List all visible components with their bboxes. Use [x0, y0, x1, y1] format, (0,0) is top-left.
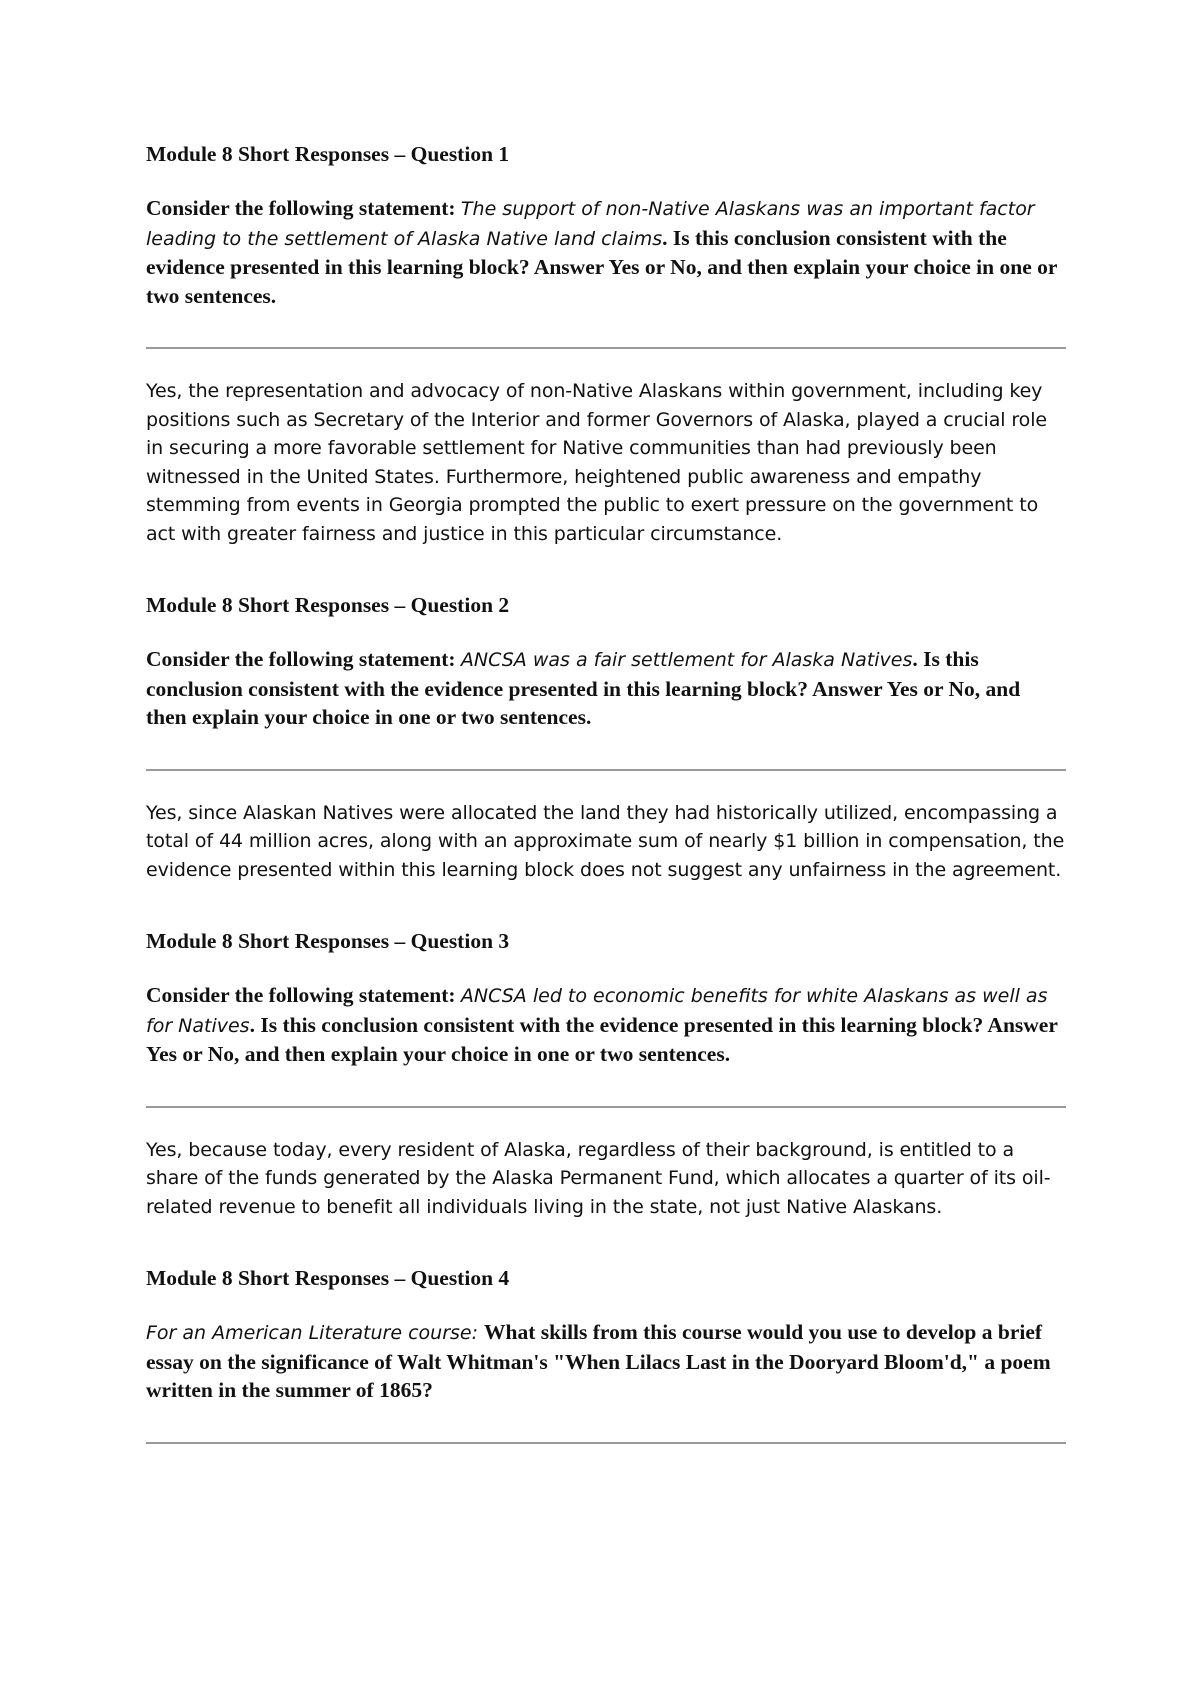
question-3-prompt-lead: Consider the following statement:: [146, 983, 461, 1007]
question-1-answer: Yes, the representation and advocacy of non-Native Alaskans within government, including key positions such as Secretary of the Interior and former Governors of Alaska, played a crucial role in securing a more favorable settlement for Native communities than had previously been witnessed in the United States. Furthermore, heightened public awareness and empathy stemming from events in Georgia prompted the public to exert pressure on the government to act with greater fairness and justice in this particular circumstance.: [146, 380, 1047, 545]
question-1-section: [146, 140, 1066, 548]
question-2-answer: Yes, since Alaskan Natives were allocated the land they had historically utilized, encompassing a total of 44 million acres, along with an approximate sum of nearly $1 billion in compensation, the evidence presented within this learning block does not suggest any unfairness in the agreement.: [146, 801, 1065, 881]
question-3-statement: ANCSA led to economic benefits for white Alaskans as well as for Natives: [146, 985, 1048, 1037]
document-page: [146, 140, 1066, 1472]
question-2-heading: Module 8 Short Responses – Question 2: [146, 593, 510, 617]
question-4-statement: For an American Literature course:: [146, 1322, 485, 1344]
question-4-prompt-tail: What skills from this course would you use to develop a brief essay on the significance of Walt Whitman's "When Lilacs Last in the Dooryard Bloom'd," a poem written in the summer of 1865?: [146, 1320, 1051, 1402]
question-1-prompt-tail: . Is this conclusion consistent with the evidence presented in this learning block? Answer Yes or No, and then explain your choice in one or two sentences.: [146, 225, 1058, 308]
question-2-prompt-lead: Consider the following statement:: [146, 647, 461, 671]
question-4-section: [146, 1264, 1066, 1444]
question-4-heading: Module 8 Short Responses – Question 4: [146, 1266, 510, 1290]
question-3-answer: Yes, because today, every resident of Alaska, regardless of their background, is entitled to a share of the funds generated by the Alaska Permanent Fund, which allocates a quarter of its oil-related revenue to benefit all individuals living in the state, not just Native Alaskans.: [146, 1138, 1051, 1218]
question-3-answer-divider: [146, 1106, 1066, 1108]
question-4-answer-divider: [146, 1442, 1066, 1444]
question-2-answer-divider: [146, 769, 1066, 771]
question-1-prompt: [146, 194, 1066, 310]
question-1-answer-divider: [146, 347, 1066, 349]
question-3-prompt: [146, 981, 1066, 1069]
question-1-heading: Module 8 Short Responses – Question 1: [146, 142, 510, 166]
question-2-prompt: [146, 645, 1066, 732]
question-1-statement: The support of non-Native Alaskans was an important factor leading to the settlement of Alaska Native land claims: [146, 198, 1035, 250]
question-4-prompt: [146, 1318, 1066, 1405]
question-3-section: [146, 927, 1066, 1221]
question-2-section: [146, 591, 1066, 884]
question-1-prompt-lead: Consider the following statement:: [146, 196, 461, 220]
question-2-statement: ANCSA was a fair settlement for Alaska Natives: [460, 649, 913, 671]
question-3-prompt-tail: . Is this conclusion consistent with the evidence presented in this learning block? Answer Yes or No, and then explain your choice in one or two sentences.: [146, 1012, 1058, 1066]
question-3-heading: Module 8 Short Responses – Question 3: [146, 929, 510, 953]
question-2-prompt-tail: . Is this conclusion consistent with the evidence presented in this learning block? Answer Yes or No, and then explain your choice in one or two sentences.: [146, 647, 1021, 729]
